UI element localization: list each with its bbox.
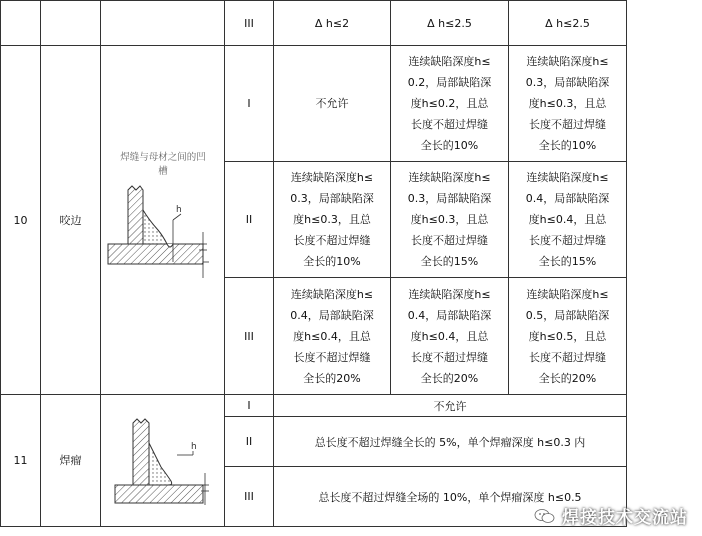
criteria-cell: 连续缺陷深度h≤ 0.5，局部缺陷深 度h≤0.5，且总 长度不超过焊缝 全长的20% [509,278,627,395]
svg-text:h: h [190,441,197,452]
undercut-figure [101,46,225,395]
wechat-icon [534,508,556,524]
criteria-cell: 不允许 [274,46,391,162]
criteria-cell: 连续缺陷深度h≤ 0.4，局部缺陷深 度h≤0.4，且总 长度不超过焊缝 全长的20% [274,278,391,395]
criteria-cell: 连续缺陷深度h≤ 0.3，局部缺陷深 度h≤0.3，且总 长度不超过焊缝 全长的10% [509,46,627,162]
grade-cell: II [225,417,274,467]
criteria-cell: 总长度不超过焊缝全场的 10%，单个焊瘤深度 h≤0.5 [274,467,627,527]
criteria-cell: 连续缺陷深度h≤ 0.3，局部缺陷深 度h≤0.3，且总 长度不超过焊缝 全长的10% [274,162,391,278]
defect-name: 咬边 [41,46,101,395]
criteria-cell: 不允许 [274,395,627,417]
criteria-cell: 连续缺陷深度h≤ 0.2，局部缺陷深 度h≤0.2，且总 长度不超过焊缝 全长的10% [391,46,509,162]
grade-cell: I [225,395,274,417]
criteria-cell: Δ h≤2.5 [509,1,627,46]
cell-empty [41,1,101,46]
grade-cell: III [225,278,274,395]
grade-cell: III [225,1,274,46]
table-row [1,395,627,417]
criteria-cell: Δ h≤2.5 [391,1,509,46]
watermark-text: 焊接技术交流站 [562,508,688,528]
table-row [1,46,627,162]
item-number: 11 [1,395,41,527]
table-row [1,1,627,46]
defect-name: 焊瘤 [41,395,101,527]
svg-text:h: h [175,205,182,215]
undercut-diagram [103,150,223,290]
grade-cell: III [225,467,274,527]
svg-text:槽: 槽 [157,166,168,177]
criteria-cell: 总长度不超过焊缝全长的 5%，单个焊瘤深度 h≤0.3 内 [274,417,627,467]
grade-cell: II [225,162,274,278]
criteria-cell: 连续缺陷深度h≤ 0.3，局部缺陷深 度h≤0.3，且总 长度不超过焊缝 全长的15% [391,162,509,278]
overlap-figure [101,395,225,527]
criteria-cell: 连续缺陷深度h≤ 0.4，局部缺陷深 度h≤0.4，且总 长度不超过焊缝 全长的15% [509,162,627,278]
item-number: 10 [1,46,41,395]
grade-cell: I [225,46,274,162]
cell-empty [101,1,225,46]
svg-text:焊缝与母材之间的凹: 焊缝与母材之间的凹 [119,152,206,163]
watermark [534,503,688,528]
cell-empty [1,1,41,46]
criteria-cell: Δ h≤2 [274,1,391,46]
overlap-diagram [103,415,223,507]
criteria-cell: 连续缺陷深度h≤ 0.4，局部缺陷深 度h≤0.4，且总 长度不超过焊缝 全长的20% [391,278,509,395]
